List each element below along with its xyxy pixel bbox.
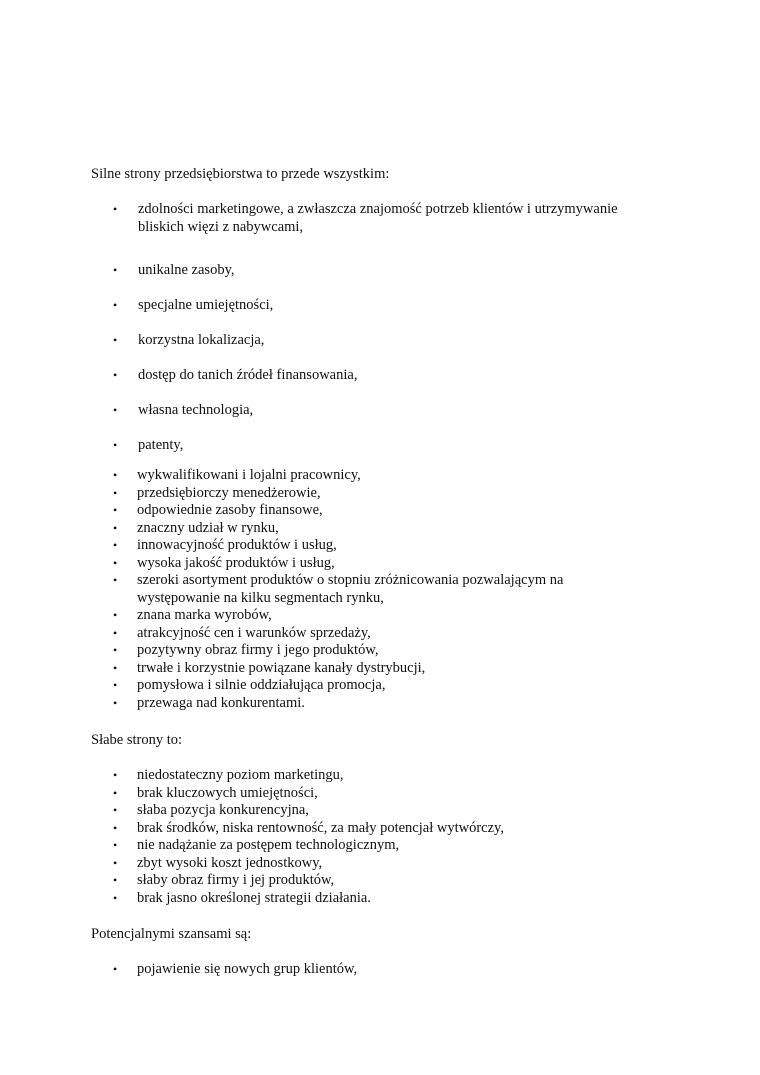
- list-item-text: zbyt wysoki koszt jednostkowy,: [137, 854, 323, 871]
- bullet-icon: •: [113, 660, 118, 675]
- list-item-text: własna technologia,: [138, 402, 254, 418]
- list-item-text: odpowiednie zasoby finansowe,: [137, 502, 323, 518]
- list-item-text: patenty,: [138, 437, 184, 453]
- list-item: [0, 961, 700, 979]
- bullet-icon: •: [113, 368, 118, 382]
- list-item-text: korzystna lokalizacja,: [138, 332, 265, 348]
- list-item: [0, 625, 700, 643]
- list-item-text: występowanie na kilku segmentach rynku,: [137, 589, 384, 606]
- strengths-intro: Silne strony przedsiębiorstwa to przede wszystkim:: [91, 166, 390, 182]
- opportunities-intro: Potencjalnymi szansami są:: [91, 926, 252, 942]
- list-item-text: niedostateczny poziom marketingu,: [137, 767, 344, 783]
- weaknesses-intro: Słabe strony to:: [91, 732, 183, 748]
- list-item: [0, 402, 700, 420]
- list-item: [0, 872, 700, 890]
- list-item-text: brak środków, niska rentowność, za mały potencjał wytwórczy,: [137, 819, 504, 836]
- bullet-icon: •: [113, 803, 118, 817]
- list-item: [0, 642, 700, 660]
- list-item: [0, 837, 700, 855]
- bullet-icon: •: [113, 678, 118, 692]
- list-item: [0, 660, 700, 678]
- bullet-icon: •: [113, 438, 118, 452]
- list-item: [0, 367, 700, 385]
- list-item-text: znana marka wyrobów,: [137, 607, 272, 623]
- list-item-text: słaby obraz firmy i jej produktów,: [137, 872, 335, 888]
- list-item-text: bliskich więzi z nabywcami,: [138, 218, 304, 235]
- list-item: [0, 262, 700, 280]
- list-item-text: dostęp do tanich źródeł finansowania,: [138, 367, 358, 383]
- bullet-icon: •: [113, 838, 118, 852]
- bullet-icon: •: [113, 503, 118, 517]
- list-item-text: nie nadążanie za postępem technologicznym,: [137, 837, 400, 853]
- bullet-icon: •: [113, 820, 118, 835]
- list-item: [0, 537, 700, 555]
- list-item: [0, 332, 700, 350]
- bullet-icon: •: [113, 485, 118, 500]
- list-item: [0, 467, 700, 485]
- bullet-icon: •: [113, 873, 118, 887]
- list-item-text: zdolności marketingowe, a zwłaszcza znajomość potrzeb klientów i utrzymywanie: [138, 201, 618, 217]
- list-item-text: brak jasno określonej strategii działania.: [137, 889, 371, 906]
- bullet-icon: •: [113, 333, 118, 347]
- bullet-icon: •: [113, 538, 118, 552]
- list-item: [0, 677, 700, 695]
- list-item: [0, 520, 700, 538]
- list-item: [0, 555, 700, 573]
- list-item-text: znaczny udział w rynku,: [137, 519, 279, 536]
- list-item: [0, 502, 700, 520]
- list-item-text: unikalne zasoby,: [138, 262, 235, 278]
- list-item-text: innowacyjność produktów i usług,: [137, 537, 337, 553]
- list-item-text: trwałe i korzystnie powiązane kanały dystrybucji,: [137, 659, 426, 676]
- list-item-text: przewaga nad konkurentami.: [137, 694, 305, 711]
- list-item-text: atrakcyjność cen i warunków sprzedaży,: [137, 624, 371, 641]
- bullet-icon: •: [113, 625, 118, 640]
- list-item: [0, 437, 700, 455]
- list-item: [0, 201, 700, 236]
- bullet-icon: •: [113, 555, 118, 570]
- list-item: [0, 572, 700, 607]
- bullet-icon: •: [113, 608, 118, 622]
- bullet-icon: •: [113, 855, 118, 870]
- bullet-icon: •: [113, 785, 118, 800]
- list-item: [0, 607, 700, 625]
- list-item: [0, 485, 700, 503]
- list-item: [0, 767, 700, 785]
- bullet-icon: •: [113, 403, 118, 417]
- list-item-text: szeroki asortyment produktów o stopniu zróżnicowania pozwalającym na: [137, 572, 564, 588]
- bullet-icon: •: [113, 202, 118, 216]
- bullet-icon: •: [113, 695, 118, 710]
- bullet-icon: •: [113, 520, 118, 535]
- list-item-text: pomysłowa i silnie oddziałująca promocja,: [137, 677, 386, 693]
- list-item: [0, 785, 700, 803]
- list-item-text: brak kluczowych umiejętności,: [137, 784, 318, 801]
- bullet-icon: •: [113, 298, 118, 312]
- list-item-text: wykwalifikowani i lojalni pracownicy,: [137, 467, 361, 483]
- bullet-icon: •: [113, 573, 118, 587]
- bullet-icon: •: [113, 890, 118, 905]
- bullet-icon: •: [113, 643, 118, 657]
- list-item-text: pojawienie się nowych grup klientów,: [137, 961, 358, 977]
- list-item-text: specjalne umiejętności,: [138, 297, 274, 313]
- list-item: [0, 855, 700, 873]
- bullet-icon: •: [113, 962, 118, 976]
- list-item: [0, 297, 700, 315]
- list-item-text: pozytywny obraz firmy i jego produktów,: [137, 642, 379, 658]
- list-item-text: przedsiębiorczy menedżerowie,: [137, 484, 321, 501]
- list-item: [0, 820, 700, 838]
- list-item-text: wysoka jakość produktów i usług,: [137, 554, 335, 571]
- list-item: [0, 890, 700, 908]
- list-item: [0, 695, 700, 713]
- list-item-text: słaba pozycja konkurencyjna,: [137, 802, 309, 818]
- bullet-icon: •: [113, 768, 118, 782]
- bullet-icon: •: [113, 468, 118, 482]
- list-item: [0, 802, 700, 820]
- bullet-icon: •: [113, 263, 118, 277]
